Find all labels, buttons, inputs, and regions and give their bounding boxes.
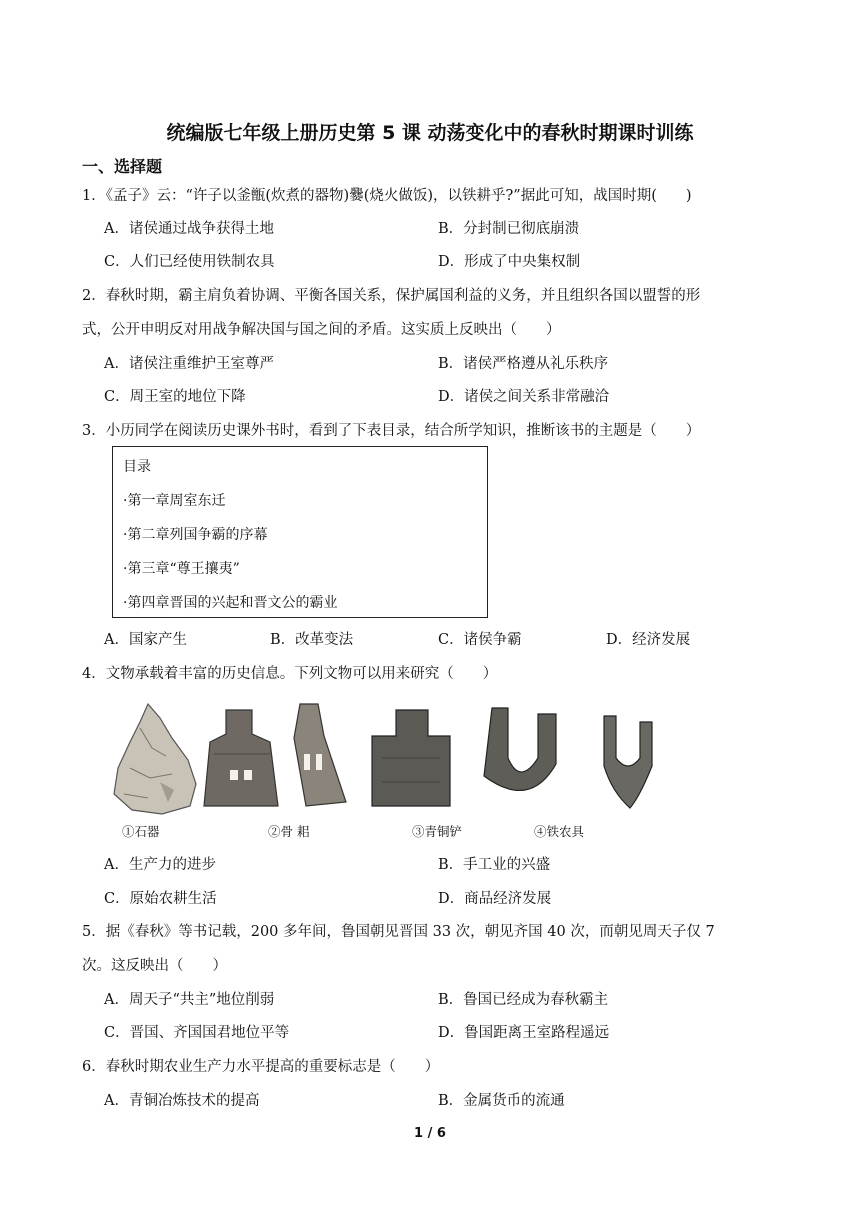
question-4-stem: 4．文物承载着丰富的历史信息。下列文物可以用来研究（ ） xyxy=(82,666,498,682)
question-4-option-d: D．商品经济发展 xyxy=(438,891,552,907)
artifacts-illustration xyxy=(100,698,680,820)
question-3-option-d: D．经济发展 xyxy=(606,632,691,648)
question-2-option-b: B．诸侯严格遵从礼乐秩序 xyxy=(438,356,609,372)
bronze-spade-image xyxy=(372,710,450,806)
stone-tool-image xyxy=(114,704,196,814)
artifact-caption: ②骨 耜 xyxy=(268,824,310,839)
question-6-stem: 6．春秋时期农业生产力水平提高的重要标志是（ ） xyxy=(82,1059,440,1075)
question-5-option-d: D．鲁国距离王室路程遥远 xyxy=(438,1025,610,1041)
question-5-stem-line-1: 5．据《春秋》等书记载，200 多年间，鲁国朝见晋国 33 次，朝见齐国 40 次，而朝见周天子仅 7 xyxy=(82,924,715,940)
page-number: 1 / 6 xyxy=(414,1126,446,1141)
question-4-option-a: A．生产力的进步 xyxy=(104,857,216,873)
question-2-stem-line-1: 2．春秋时期，霸主肩负着协调、平衡各国关系，保护属国利益的义务，并且组织各国以盟誓的形 xyxy=(82,288,701,304)
question-5-option-c: C．晋国、齐国国君地位平等 xyxy=(104,1025,290,1041)
question-5-option-b: B．鲁国已经成为春秋霸主 xyxy=(438,992,609,1008)
question-1-option-a: A．诸侯通过战争获得土地 xyxy=(104,221,274,237)
iron-tool-image xyxy=(484,708,556,790)
question-2-option-a: A．诸侯注重维护王室尊严 xyxy=(104,356,274,372)
section-heading: 一、选择题 xyxy=(82,157,163,176)
table-of-contents-box xyxy=(112,446,488,618)
question-1-option-d: D．形成了中央集权制 xyxy=(438,254,581,270)
bone-spade-image xyxy=(204,710,278,806)
toc-item: ·第一章周室东迁 xyxy=(123,493,226,509)
question-3-option-b: B．改革变法 xyxy=(270,632,354,648)
question-2-option-d: D．诸侯之间关系非常融洽 xyxy=(438,389,610,405)
artifact-caption: ④铁农具 xyxy=(534,824,585,839)
question-5-stem-line-2: 次。这反映出（ ） xyxy=(82,958,227,974)
bone-plough-image xyxy=(294,704,346,806)
page-title: 统编版七年级上册历史第 5 课 动荡变化中的春秋时期课时训练 xyxy=(166,122,694,144)
question-6-option-b: B．金属货币的流通 xyxy=(438,1093,565,1109)
artifact-caption: ①石器 xyxy=(122,824,160,839)
question-4-option-c: C．原始农耕生活 xyxy=(104,891,217,907)
question-5-option-a: A．周天子“共主”地位削弱 xyxy=(104,992,275,1008)
toc-heading: 目录 xyxy=(123,459,151,475)
question-6-option-a: A．青铜冶炼技术的提高 xyxy=(104,1093,260,1109)
question-3-option-a: A．国家产生 xyxy=(104,632,187,648)
question-1-stem: 1．《孟子》云：“许子以釜甑(炊煮的器物)爨(烧火做饭)，以铁耕乎?”据此可知，战国时期( ) xyxy=(82,188,692,204)
question-3-option-c: C．诸侯争霸 xyxy=(438,632,522,648)
question-2-option-c: C．周王室的地位下降 xyxy=(104,389,246,405)
question-4-option-b: B．手工业的兴盛 xyxy=(438,857,551,873)
question-2-stem-line-2: 式，公开申明反对用战争解决国与国之间的矛盾。这实质上反映出（ ） xyxy=(82,322,561,338)
iron-tool-image xyxy=(604,716,652,808)
question-1-option-b: B．分封制已彻底崩溃 xyxy=(438,221,580,237)
question-3-stem: 3．小历同学在阅读历史课外书时，看到了下表目录，结合所学知识，推断该书的主题是（ ） xyxy=(82,423,701,439)
toc-item: ·第二章列国争霸的序幕 xyxy=(123,527,268,543)
toc-item: ·第三章“尊王攘夷” xyxy=(123,561,240,577)
question-1-option-c: C．人们已经使用铁制农具 xyxy=(104,254,275,270)
artifact-caption: ③青铜铲 xyxy=(412,824,463,839)
toc-item: ·第四章晋国的兴起和晋文公的霸业 xyxy=(123,595,338,611)
